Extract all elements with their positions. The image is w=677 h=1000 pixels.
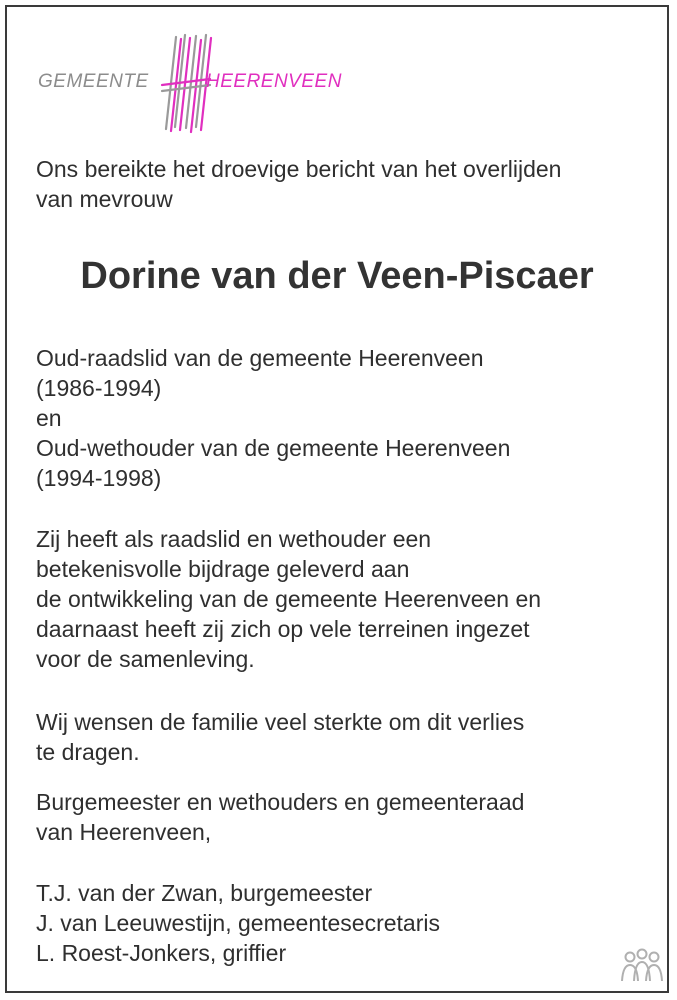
sender-line-1: Burgemeester en wethouders en gemeenteraad — [36, 789, 525, 815]
signatory-2: J. van Leeuwestijn, gemeentesecretaris — [36, 910, 440, 936]
role-line-3: en — [36, 405, 62, 431]
logo-word-gemeente: GEMEENTE — [38, 71, 149, 92]
wish-line-1: Wij wensen de familie veel sterkte om dit verlies — [36, 709, 525, 735]
obituary-notice — [5, 5, 669, 993]
tribute-line-1: Zij heeft als raadslid en wethouder een — [36, 526, 432, 552]
heerenveen-h-mark-icon — [152, 31, 214, 135]
signatory-1: T.J. van der Zwan, burgemeester — [36, 880, 373, 906]
role-line-4: Oud-wethouder van de gemeente Heerenveen — [36, 435, 511, 461]
municipality-logo — [38, 31, 348, 135]
signatory-3: L. Roest-Jonkers, griffier — [36, 940, 287, 966]
role-line-5: (1994-1998) — [36, 465, 162, 491]
tribute-line-2: betekenisvolle bijdrage geleverd aan — [36, 556, 410, 582]
intro-line-2: van mevrouw — [36, 186, 173, 212]
intro-line-1: Ons bereikte het droevige bericht van het overlijden — [36, 156, 562, 182]
role-line-1: Oud-raadslid van de gemeente Heerenveen — [36, 345, 484, 371]
tribute-line-3: de ontwikkeling van de gemeente Heerenveen en — [36, 586, 542, 612]
sender-line-2: van Heerenveen, — [36, 819, 212, 845]
role-line-2: (1986-1994) — [36, 375, 162, 401]
tribute-line-4: daarnaast heeft zij zich op vele terreinen ingezet — [36, 616, 530, 642]
people-group-icon — [619, 947, 665, 987]
deceased-name: Dorine van der Veen-Piscaer — [80, 255, 594, 297]
logo-word-heerenveen: HEERENVEEN — [206, 71, 342, 92]
wish-line-2: te dragen. — [36, 739, 140, 765]
tribute-line-5: voor de samenleving. — [36, 646, 255, 672]
